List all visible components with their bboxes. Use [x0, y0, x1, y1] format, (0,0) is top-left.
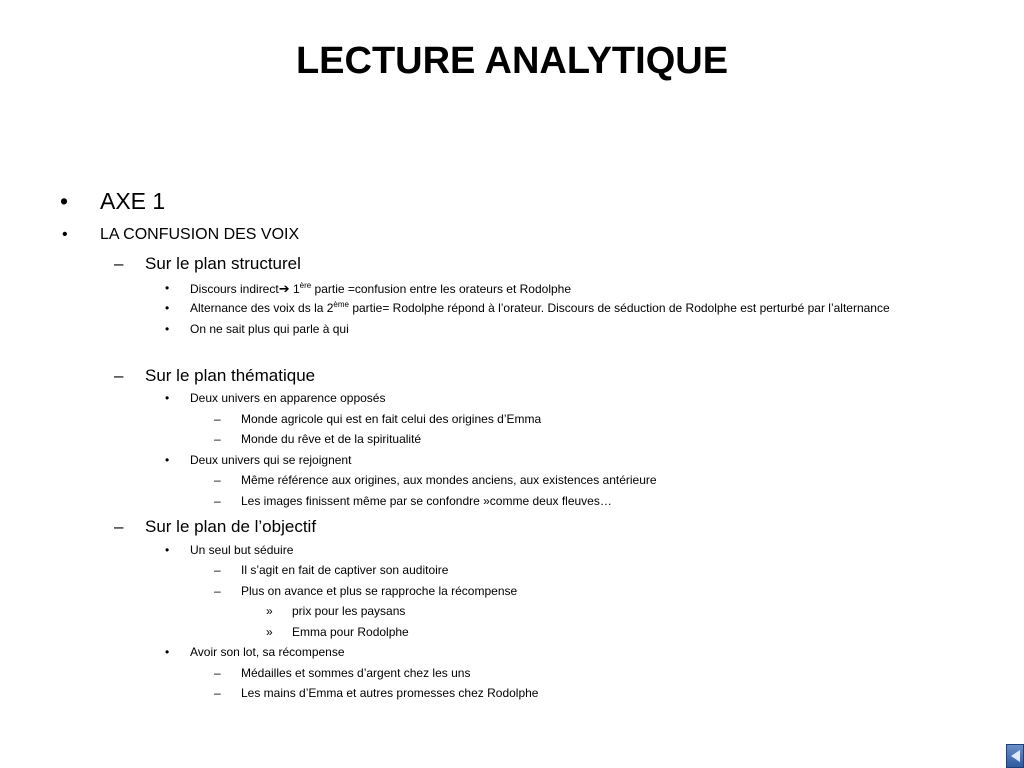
dash-marker: –	[114, 366, 124, 385]
previous-slide-arrow-icon	[1009, 749, 1021, 763]
objectif-item-2: Avoir son lot, sa récompense	[190, 645, 345, 659]
structurel-item-3: On ne sait plus qui parle à qui	[190, 322, 349, 336]
dash-marker: –	[114, 254, 124, 273]
bullet-marker: •	[165, 453, 170, 467]
previous-slide-button[interactable]	[1006, 744, 1024, 768]
confusion-heading: LA CONFUSION DES VOIX	[100, 226, 300, 243]
dash-marker: –	[214, 412, 221, 426]
structurel-item-2: Alternance des voix ds la 2ème partie= Rodolphe répond à l’orateur. Discours de séduction de Rodolphe est perturbé par l’alternance	[190, 300, 890, 315]
thematique-subitem: Monde agricole qui est en fait celui des origines d’Emma	[241, 412, 542, 426]
dash-marker: –	[214, 432, 221, 446]
structurel-heading: Sur le plan structurel	[145, 254, 301, 273]
sub-marker: »	[266, 604, 273, 618]
objectif-heading: Sur le plan de l’objectif	[145, 517, 317, 536]
thematique-heading: Sur le plan thématique	[145, 366, 316, 385]
dash-marker: –	[214, 473, 221, 487]
dash-marker: –	[214, 686, 221, 700]
bullet-marker: •	[165, 301, 170, 315]
objectif-item-1: Un seul but séduire	[190, 543, 294, 557]
objectif-subsubitem: prix pour les paysans	[292, 604, 406, 618]
bullet-marker: •	[165, 391, 170, 405]
bullet-marker: •	[60, 188, 69, 214]
dash-marker: –	[114, 517, 124, 536]
structurel-item-1: Discours indirect➔ 1ère partie =confusion entre les orateurs et Rodolphe	[190, 281, 572, 296]
thematique-item-2: Deux univers qui se rejoignent	[190, 453, 352, 467]
dash-marker: –	[214, 563, 221, 577]
objectif-subitem: Médailles et sommes d’argent chez les uns	[241, 666, 471, 680]
dash-marker: –	[214, 666, 221, 680]
thematique-subitem: Monde du rêve et de la spiritualité	[241, 432, 422, 446]
bullet-marker: •	[165, 543, 170, 557]
bullet-marker: •	[165, 645, 170, 659]
slide-title: LECTURE ANALYTIQUE	[295, 40, 729, 82]
axe-heading: AXE 1	[100, 188, 166, 214]
thematique-item-1: Deux univers en apparence opposés	[190, 391, 386, 405]
objectif-subitem: Plus on avance et plus se rapproche la récompense	[241, 584, 518, 598]
objectif-subitem: Les mains d’Emma et autres promesses chez Rodolphe	[241, 686, 539, 700]
bullet-marker: •	[165, 281, 170, 295]
sub-marker: »	[266, 625, 273, 639]
dash-marker: –	[214, 584, 221, 598]
objectif-subsubitem: Emma pour Rodolphe	[292, 625, 409, 639]
bullet-marker: •	[165, 322, 170, 336]
thematique-subitem: Même référence aux origines, aux mondes anciens, aux existences antérieure	[241, 473, 657, 487]
thematique-subitem: Les images finissent même par se confondre »comme deux fleuves…	[241, 494, 612, 508]
bullet-marker: •	[62, 226, 68, 243]
dash-marker: –	[214, 494, 221, 508]
arrow-icon: ➔	[278, 281, 290, 296]
objectif-subitem: Il s’agit en fait de captiver son auditoire	[241, 563, 449, 577]
